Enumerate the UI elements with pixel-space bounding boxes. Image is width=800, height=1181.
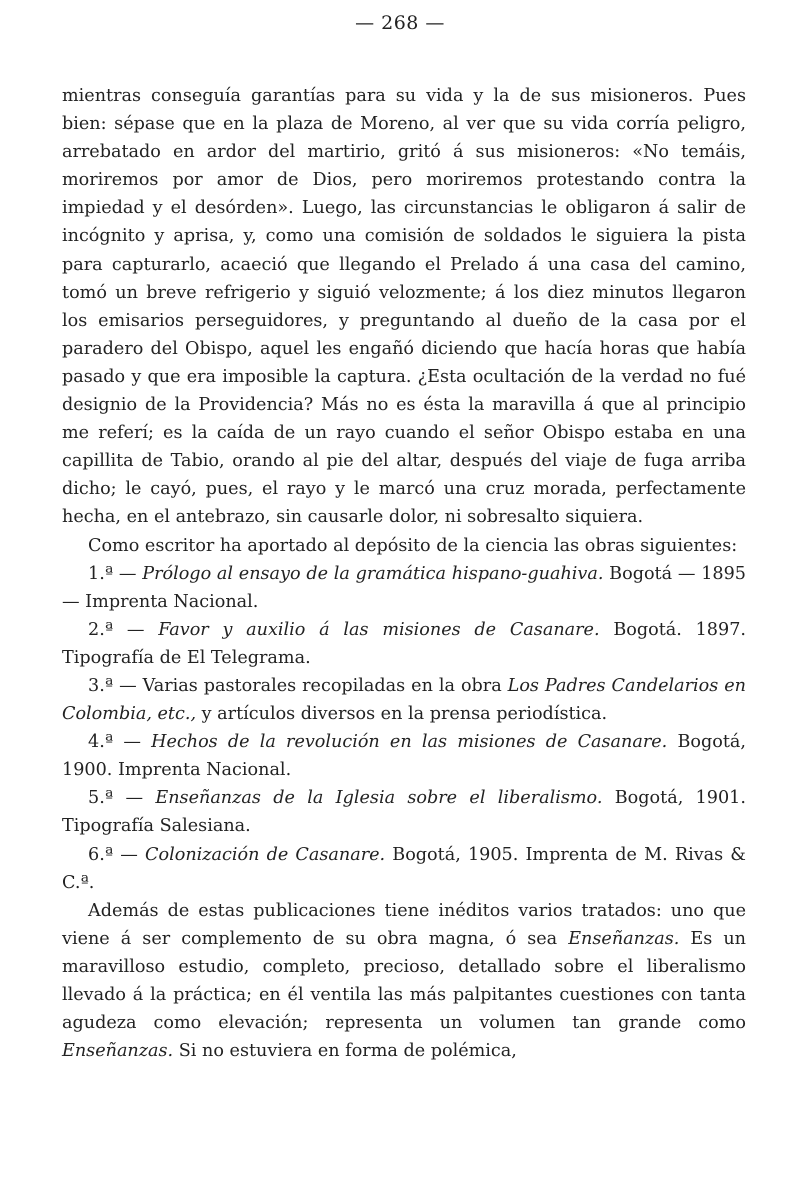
closing-text-a: Además de estas publicaciones tiene inéditos varios tratados: uno que viene á ser complemento de su obra magna, ó sea xyxy=(62,900,746,949)
work-title: Los Padres Candelarios en Colombia, etc., xyxy=(62,675,746,725)
closing-title-b: Enseñanzas. xyxy=(62,1041,174,1062)
paragraph: Como escritor ha aportado al depósito de la ciencia las obras siguientes: xyxy=(88,535,738,556)
work-item-1 xyxy=(62,560,746,616)
work-prefix: Varias pastorales recopiladas en la obra xyxy=(142,675,508,696)
work-details: y artículos diversos en la prensa periodística. xyxy=(196,704,608,725)
work-number: 5.ª — xyxy=(88,788,156,809)
closing-title-a: Enseñanzas. xyxy=(568,928,680,949)
work-details: Bogotá. 1897. Tipografía de El Telegrama. xyxy=(62,619,746,668)
work-item-5 xyxy=(62,784,746,840)
work-title: Enseñanzas de la Iglesia sobre el liberalismo. xyxy=(155,788,603,809)
work-details: Bogotá, 1900. Imprenta Nacional. xyxy=(62,732,746,781)
work-item-6 xyxy=(62,841,746,897)
work-title: Colonización de Casanare. xyxy=(145,844,386,865)
work-details: Bogotá, 1905. Imprenta de M. Rivas & C.ª. xyxy=(62,844,746,893)
body-text xyxy=(62,82,746,1065)
work-number: 6.ª — xyxy=(88,844,146,865)
paragraph: mientras conseguía garantías para su vida y la de sus misioneros. Pues bien: sépase que en la plaza de Moreno, al ver que su vida corría peligro, arrebatado en ardor del martirio, gritó á sus misioneros: «No temáis, moriremos por amor de Dios, pero moriremos protestando contra la impiedad y el desórden». Luego, las circunstancias le obligaron á salir de incógnito y aprisa, y, como una comisión de soldados le siguiera la pista para capturarlo, acaeció que llegando el Prelado á una casa del camino, tomó un breve refrigerio y siguió velozmente; á los diez minutos llegaron los emisarios perseguidores, y preguntando al dueño de la casa por el paradero del Obispo, aquel les engañó diciendo que hacía horas que había pasado y que era imposible la captura. ¿Esta ocultación de la verdad no fué designio de la Providencia? Más no es ésta la maravilla á que al principio me referí; es la caída de un rayo cuando el señor Obispo estaba en una capillita de Tabio, orando al pie del altar, después del viaje de fuga arriba dicho; le cayó, pues, el rayo y le marcó una cruz morada, perfectamente hecha, en el antebrazo, sin causarle dolor, ni sobresalto siquiera. xyxy=(62,86,746,528)
work-number: 1.ª — xyxy=(88,563,143,584)
work-item-2 xyxy=(62,616,746,672)
work-title: Prólogo al ensayo de la gramática hispano-guahiva. xyxy=(142,563,604,584)
work-number: 2.ª — xyxy=(88,619,159,640)
work-title: Favor y auxilio á las misiones de Casanare. xyxy=(158,619,600,640)
closing-text-c: Si no estuviera en forma de polémica, xyxy=(173,1041,517,1062)
closing-text-b: Es un maravilloso estudio, completo, precioso, detallado sobre el liberalismo llevado á la práctica; en él ventila las más palpitantes cuestiones con tanta agudeza como elevación; representa un volumen tan grande como xyxy=(62,928,746,1034)
work-item-3 xyxy=(62,672,746,728)
page-number: — 268 — xyxy=(355,12,445,34)
work-item-4 xyxy=(62,728,746,784)
work-title: Hechos de la revolución en las misiones de Casanare. xyxy=(151,732,668,753)
work-details: Bogotá — 1895 — Imprenta Nacional. xyxy=(62,563,746,612)
closing-paragraph xyxy=(62,897,746,1066)
work-number: 3.ª — xyxy=(88,675,143,696)
work-details: Bogotá, 1901. Tipografía Salesiana. xyxy=(62,788,746,837)
work-number: 4.ª — xyxy=(88,732,152,753)
